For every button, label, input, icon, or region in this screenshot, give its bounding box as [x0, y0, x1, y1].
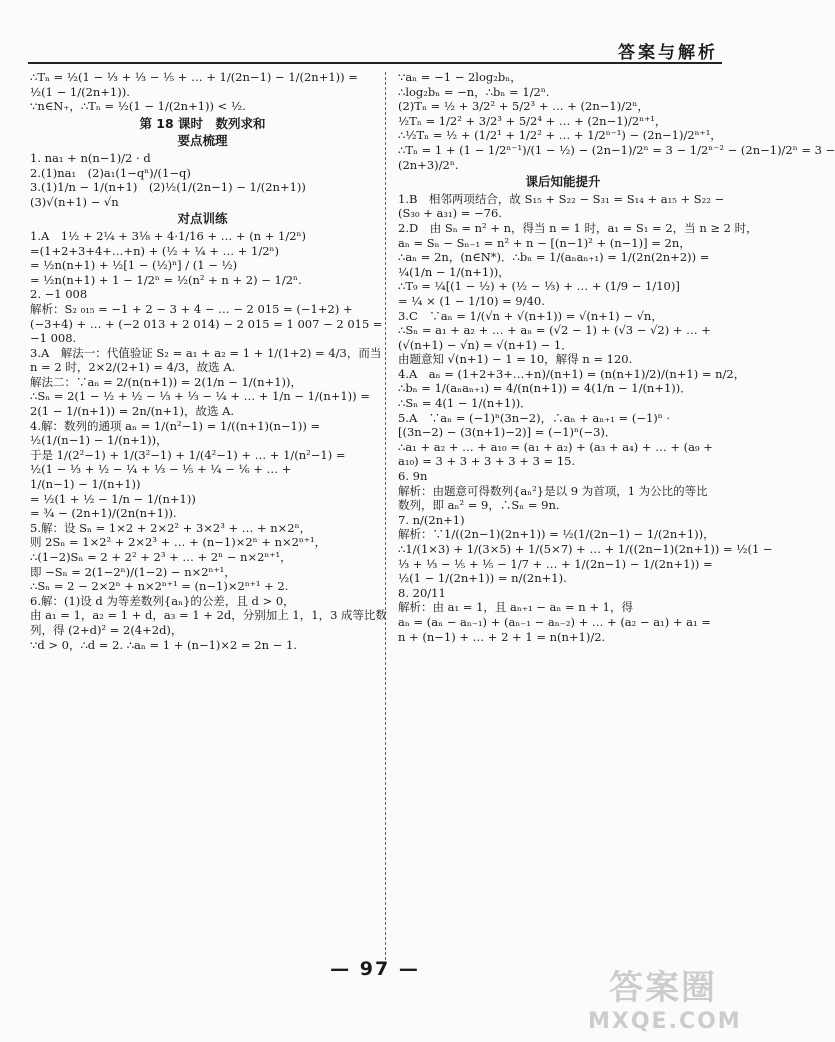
solution-line: ∴½Tₙ = ½ + (1/2¹ + 1/2² + … + 1/2ⁿ⁻¹) − (2n−1)/2ⁿ⁺¹，: [398, 128, 722, 143]
solution-line: ∴T₉ = ¼[(1 − ½) + (½ − ⅓) + … + (1/9 − 1/10)]: [398, 279, 680, 294]
solution-line: = ½n(n+1) + 1 − 1/2ⁿ = ½(n² + n + 2) − 1/2ⁿ.: [30, 272, 302, 287]
solution-line: 3.(1)1/n − 1/(n+1) (2)½(1/(2n−1) − 1/(2n+1)): [30, 180, 306, 195]
solution-line: 则 2Sₙ = 1×2² + 2×2³ + … + (n−1)×2ⁿ + n×2ⁿ⁺¹，: [30, 535, 327, 550]
page-number: — 97 —: [330, 958, 420, 980]
section-heading: 要点梳理: [177, 133, 228, 149]
solution-line: 于是 1/(2²−1) + 1/(3²−1) + 1/(4²−1) + … + 1/(n²−1) =: [30, 447, 346, 462]
solution-line: (2)Tₙ = ½ + 3/2² + 5/2³ + … + (2n−1)/2ⁿ，: [398, 99, 649, 114]
solution-line: ½(1/(n−1) − 1/(n+1))，: [30, 433, 168, 448]
solution-line: −1 008.: [30, 331, 77, 346]
solution-line: 由 a₁ = 1，a₂ = 1 + d，a₃ = 1 + 2d，分别加上 1，1，3 成等比数: [30, 608, 388, 623]
solution-line: 解析：∵1/((2n−1)(2n+1)) = ½(1/(2n−1) − 1/(2n+1))，: [398, 527, 715, 542]
solution-line: ∵aₙ = −1 − 2log₂bₙ，: [398, 70, 522, 84]
left-column: [30, 70, 388, 652]
solution-line: ∴Sₙ = a₁ + a₂ + … + aₙ = (√2 − 1) + (√3 − √2) + … +: [398, 323, 711, 338]
solution-line: ∴Tₙ = ½(1 − ⅓ + ⅓ − ⅕ + … + 1/(2n−1) − 1/(2n+1)) =: [30, 70, 358, 84]
solution-line: 解法二：∵aₙ = 2/(n(n+1)) = 2(1/n − 1/(n+1))，: [30, 374, 302, 389]
solution-line: (3)√(n+1) − √n: [30, 194, 119, 209]
section-heading: 对点训练: [177, 211, 228, 227]
right-column: [398, 70, 835, 644]
section-heading: 课后知能提升: [525, 174, 601, 190]
solution-line: 数列，即 aₙ² = 9，∴Sₙ = 9n.: [398, 498, 560, 513]
solution-line: 列，得 (2+d)² = 2(4+2d)，: [30, 622, 183, 637]
solution-line: (S₃₀ + a₃₁) = −76.: [398, 206, 502, 221]
solution-line: 7. n/(2n+1): [398, 512, 465, 527]
column-divider: [385, 72, 386, 960]
solution-line: 5.A ∵aₙ = (−1)ⁿ(3n−2)，∴aₙ + aₙ₊₁ = (−1)ⁿ ·: [398, 410, 671, 425]
solution-line: 2(1 − 1/(n+1)) = 2n/(n+1)，故选 A.: [30, 404, 235, 419]
solution-line: ∴a₁ + a₂ + … + a₁₀ = (a₁ + a₂) + (a₃ + a₄) + … + (a₉ +: [398, 439, 713, 454]
solution-line: 解析：由题意可得数列{aₙ²}是以 9 为首项，1 为公比的等比: [398, 483, 708, 498]
watermark-top: 答案圈: [609, 968, 717, 1008]
solution-line: 2. −1 008: [30, 287, 88, 302]
solution-line: 由题意知 √(n+1) − 1 = 10，解得 n = 120.: [398, 352, 633, 367]
solution-line: 3.C ∵aₙ = 1/(√n + √(n+1)) = √(n+1) − √n，: [398, 308, 663, 323]
solution-line: 2.D 由 Sₙ = n² + n，得当 n = 1 时，a₁ = S₁ = 2，当 n ≥ 2 时，: [398, 220, 758, 235]
solution-line: 2.(1)na₁ (2)a₁(1−qⁿ)/(1−q): [30, 165, 191, 180]
solution-line: ∵n∈N₊，∴Tₙ = ½(1 − 1/(2n+1)) < ½.: [30, 99, 246, 114]
solution-line: aₙ = Sₙ − Sₙ₋₁ = n² + n − [(n−1)² + (n−1)] = 2n，: [398, 235, 691, 250]
solution-line: 6.解：(1)设 d 为等差数列{aₙ}的公差，且 d > 0，: [30, 593, 295, 608]
solution-line: = ¼ × (1 − 1/10) = 9/40.: [398, 293, 545, 308]
solution-line: ½(1 − 1/(2n+1)).: [30, 84, 130, 99]
solution-line: 解析：由 a₁ = 1，且 aₙ₊₁ − aₙ = n + 1，得: [398, 600, 633, 615]
solution-line: 1/(n−1) − 1/(n+1)): [30, 477, 141, 492]
solution-line: = ¾ − (2n+1)/(2n(n+1)).: [30, 506, 177, 521]
solution-line: ∴bₙ = 1/(aₙaₙ₊₁) = 4/(n(n+1)) = 4(1/n − 1/(n+1))．: [398, 381, 692, 396]
solution-line: 8. 20/11: [398, 585, 446, 600]
watermark-bottom: MXQE.COM: [588, 1009, 742, 1034]
solution-line: [(3n−2) − (3(n+1)−2)] = (−1)ⁿ(−3)．: [398, 425, 617, 440]
solution-line: = ½(1 + ½ − 1/n − 1/(n+1)): [30, 491, 196, 506]
watermark-logo: [588, 960, 742, 1034]
solution-line: ∵d > 0，∴d = 2. ∴aₙ = 1 + (n−1)×2 = 2n − 1.: [30, 637, 297, 652]
solution-line: ∴(1−2)Sₙ = 2 + 2² + 2³ + … + 2ⁿ − n×2ⁿ⁺¹，: [30, 550, 292, 564]
page-header: [28, 34, 722, 64]
solution-line: ∴aₙ = 2n，(n∈N*)．∴bₙ = 1/(aₙaₙ₊₁) = 1/(2n(2n+2)) =: [398, 250, 710, 265]
solution-line: ∴Tₙ = 1 + (1 − 1/2ⁿ⁻¹)/(1 − ½) − (2n−1)/2ⁿ = 3 − 1/2ⁿ⁻² − (2n−1)/2ⁿ = 3 −: [398, 142, 835, 157]
section-heading: 第 18 课时 数列求和: [139, 115, 266, 131]
solution-line: 即 −Sₙ = 2(1−2ⁿ)/(1−2) − n×2ⁿ⁺¹，: [30, 564, 236, 579]
solution-line: ∴Sₙ = 4(1 − 1/(n+1))．: [398, 396, 532, 411]
solution-line: 1.A 1½ + 2¼ + 3⅛ + 4·1/16 + … + (n + 1/2ⁿ): [30, 228, 307, 243]
solution-line: ½(1 − 1/(2n+1)) = n/(2n+1).: [398, 571, 567, 586]
solution-line: =(1+2+3+4+…+n) + (½ + ¼ + … + 1/2ⁿ): [30, 243, 279, 258]
solution-line: ½(1 − ⅓ + ½ − ¼ + ⅓ − ⅕ + ¼ − ⅙ + … +: [30, 462, 292, 477]
solution-line: ∴Sₙ = 2(1 − ½ + ½ − ⅓ + ⅓ − ¼ + … + 1/n − 1/(n+1)) =: [30, 389, 370, 404]
solution-line: ∴log₂bₙ = −n，∴bₙ = 1/2ⁿ.: [398, 84, 550, 99]
solution-line: ∴Sₙ = 2 − 2×2ⁿ + n×2ⁿ⁺¹ = (n−1)×2ⁿ⁺¹ + 2.: [30, 579, 289, 594]
solution-line: 4.解：数列的通项 aₙ = 1/(n²−1) = 1/((n+1)(n−1)) =: [30, 418, 321, 433]
header-title: 答案与解析: [618, 43, 718, 63]
solution-line: ¼(1/n − 1/(n+1))，: [398, 264, 510, 279]
solution-line: 1.B 相邻两项结合，故 S₁₅ + S₂₂ − S₃₁ = S₁₄ + a₁₅ + S₂₂ −: [398, 191, 725, 206]
solution-line: 5.解：设 Sₙ = 1×2 + 2×2² + 3×2³ + … + n×2ⁿ，: [30, 520, 312, 535]
solution-line: 4.A aₙ = (1+2+3+…+n)/(n+1) = (n(n+1)/2)/(n+1) = n/2，: [398, 366, 746, 381]
solution-line: 6. 9n: [398, 469, 428, 484]
solution-line: n = 2 时，2×2/(2+1) = 4/3，故选 A.: [30, 360, 236, 375]
solution-line: ½Tₙ = 1/2² + 3/2³ + 5/2⁴ + … + (2n−1)/2ⁿ⁺¹，: [398, 113, 667, 128]
solution-line: = ½n(n+1) + ½[1 − (½)ⁿ] / (1 − ½): [30, 258, 238, 273]
solution-line: (−3+4) + … + (−2 013 + 2 014) − 2 015 = 1 007 − 2 015 =: [30, 316, 383, 331]
solution-line: aₙ = (aₙ − aₙ₋₁) + (aₙ₋₁ − aₙ₋₂) + … + (a₂ − a₁) + a₁ =: [398, 614, 711, 629]
solution-line: 1. na₁ + n(n−1)/2 · d: [30, 150, 151, 165]
solution-line: (√(n+1) − √n) = √(n+1) − 1．: [398, 337, 573, 352]
solution-line: a₁₀) = 3 + 3 + 3 + 3 + 3 = 15.: [398, 454, 576, 469]
solution-line: ∴1/(1×3) + 1/(3×5) + 1/(5×7) + … + 1/((2n−1)(2n+1)) = ½(1 −: [398, 542, 773, 556]
solution-line: ⅓ + ⅓ − ⅕ + ⅕ − 1/7 + … + 1/(2n−1) − 1/(2n+1)) =: [398, 556, 713, 571]
solution-line: n + (n−1) + … + 2 + 1 = n(n+1)/2.: [398, 629, 606, 644]
solution-line: (2n+3)/2ⁿ.: [398, 157, 459, 172]
solution-line: 解析：S₂ ₀₁₅ = −1 + 2 − 3 + 4 − … − 2 015 = (−1+2) +: [30, 301, 353, 316]
solution-line: 3.A 解法一：代值验证 S₂ = a₁ + a₂ = 1 + 1/(1+2) = 4/3，而当: [30, 345, 382, 360]
